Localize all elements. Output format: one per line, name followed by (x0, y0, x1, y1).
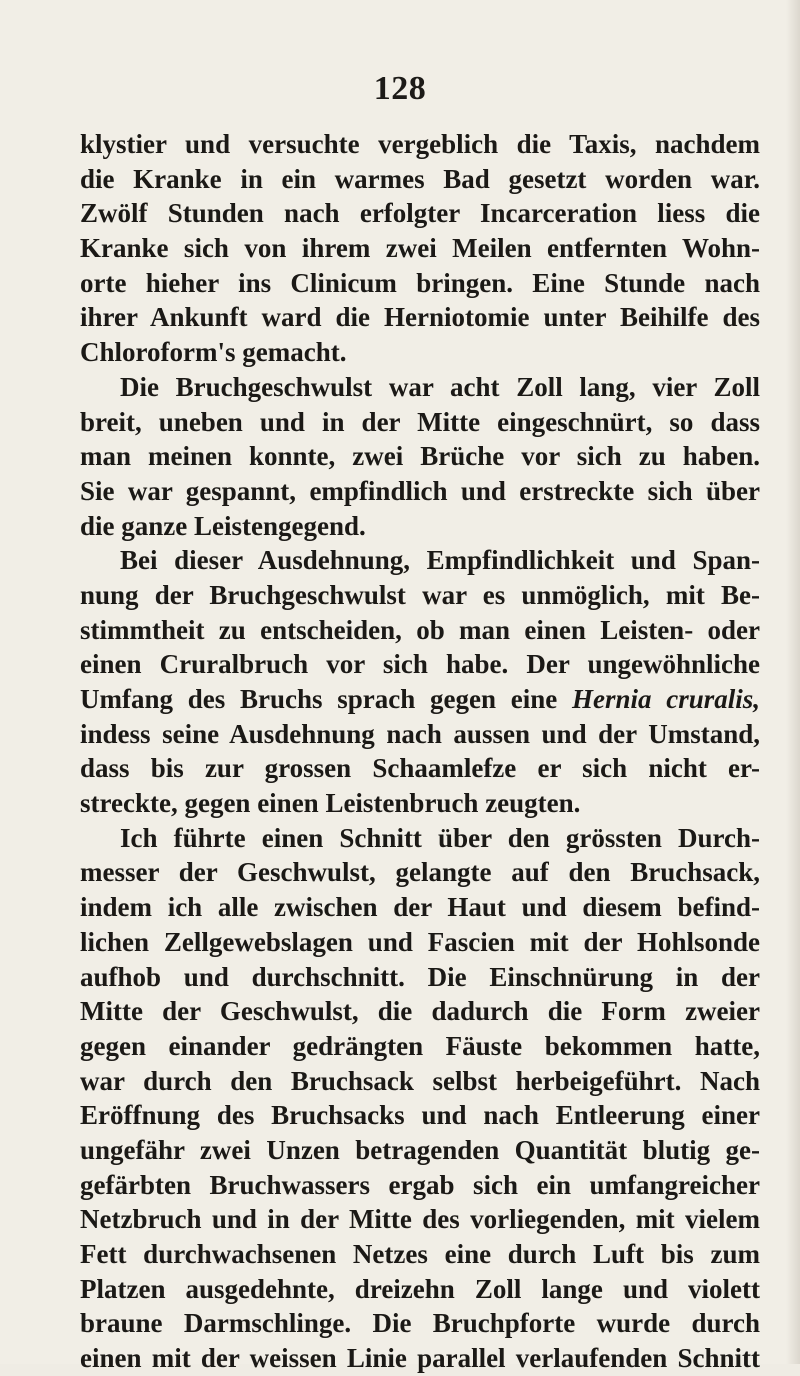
text-line: dass bis zur grossen Schaamlefze er sich nicht er- (80, 753, 760, 784)
italic-term: Hernia cruralis, (571, 684, 760, 714)
text-line: nung der Bruchgeschwulst war es unmöglich, mit Be- (80, 579, 760, 610)
body-text (80, 127, 760, 1376)
text-line: man meinen konnte, zwei Brüche vor sich zu haben. (80, 441, 760, 472)
text-line: Kranke sich von ihrem zwei Meilen entfernten Wohn- (80, 233, 760, 264)
text-line: indem ich alle zwischen der Haut und diesem befind- (80, 892, 760, 923)
text-line: Eröffnung des Bruchsacks und nach Entleerung einer (80, 1100, 760, 1131)
text-line: messer der Geschwulst, gelangte auf den Bruchsack, (80, 857, 760, 888)
text-line: Platzen ausgedehnte, dreizehn Zoll lange und violett (80, 1273, 760, 1304)
text-line: Sie war gespannt, empfindlich und erstreckte sich über (80, 475, 760, 506)
text-line: einen Cruralbruch vor sich habe. Der ungewöhnliche (80, 649, 760, 680)
text-line: Die Bruchgeschwulst war acht Zoll lang, vier Zoll (120, 371, 760, 402)
text-line: Bei dieser Ausdehnung, Empfindlichkeit und Span- (120, 545, 760, 576)
text-line: breit, uneben und in der Mitte eingeschnürt, so dass (80, 406, 760, 437)
text-line: Chloroform's gemacht. (80, 337, 347, 368)
text-line: ungefähr zwei Unzen betragenden Quantität blutig ge- (80, 1134, 760, 1165)
text-line: aufhob und durchschnitt. Die Einschnürung in der (80, 961, 760, 992)
text-line: Netzbruch und in der Mitte des vorliegenden, mit vielem (80, 1204, 760, 1235)
text-line: gefärbten Bruchwassers ergab sich ein umfangreicher (80, 1169, 760, 1200)
text-line: gegen einander gedrängten Fäuste bekommen hatte, (80, 1030, 760, 1061)
text-line: Zwölf Stunden nach erfolgter Incarceration liess die (80, 198, 760, 229)
text-line: Ich führte einen Schnitt über den grössten Durch- (120, 822, 760, 853)
text-line: streckte, gegen einen Leistenbruch zeugten. (80, 788, 581, 819)
text-line: Mitte der Geschwulst, die dadurch die Form zweier (80, 996, 760, 1027)
text-line: klystier und versuchte vergeblich die Taxis, nachdem (80, 129, 760, 159)
text-line: einen mit der weissen Linie parallel verlaufenden Schnitt (80, 1343, 760, 1374)
text-line: war durch den Bruchsack selbst herbeigeführt. Nach (80, 1065, 760, 1096)
text-line: stimmtheit zu entscheiden, ob man einen Leisten- oder (80, 614, 760, 645)
text-line: lichen Zellgewebslagen und Fascien mit der Hohlsonde (80, 926, 760, 957)
text-line (80, 682, 760, 717)
page-number: 128 (373, 70, 427, 107)
page-edge-shadow (786, 0, 800, 1364)
text-line: ihrer Ankunft ward die Herniotomie unter Beihilfe des (80, 302, 760, 333)
text-line: orte hieher ins Clinicum bringen. Eine Stunde nach (80, 267, 760, 298)
text-line: indess seine Ausdehnung nach aussen und der Umstand, (80, 718, 760, 749)
text-line: die ganze Leistengegend. (80, 510, 366, 541)
text-line: braune Darmschlinge. Die Bruchpforte wurde durch (80, 1308, 760, 1339)
text-line-part: Umfang des Bruchs sprach gegen eine (80, 684, 558, 714)
text-line: die Kranke in ein warmes Bad gesetzt worden war. (80, 163, 760, 194)
text-line: Fett durchwachsenen Netzes eine durch Luft bis zum (80, 1239, 760, 1269)
